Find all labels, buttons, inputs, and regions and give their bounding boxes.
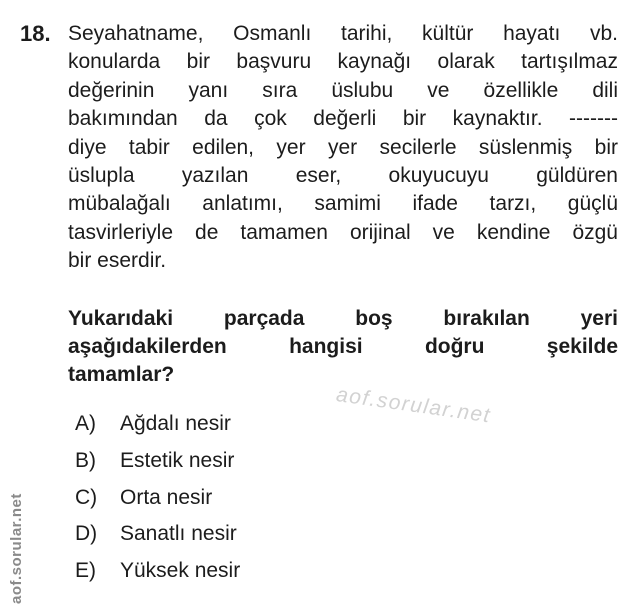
option-c-letter: C) (75, 485, 98, 509)
question-stem (68, 305, 618, 389)
option-b-text: Estetik nesir (120, 448, 235, 472)
passage-line: mübalağalı anlatımı, samimi ifade tarzı, güçlü (68, 192, 618, 216)
passage-line: bir eserdir. (68, 249, 167, 273)
passage-line: üslupla yazılan eser, okuyucuyu güldüren (68, 164, 618, 188)
passage-line: tasvirleriyle de tamamen orijinal ve kendine özgü (68, 220, 618, 244)
option-b-letter: B) (75, 448, 96, 472)
option-a-letter: A) (75, 412, 96, 435)
option-b[interactable] (75, 449, 240, 486)
passage-line-with-blank: bakımından da çok değerli bir kaynaktır. ------- (68, 107, 618, 131)
passage-line: değerinin yanı sıra üslubu ve özellikle dili (68, 78, 618, 102)
watermark-center: aof.sorular.net (334, 383, 493, 428)
option-c[interactable] (75, 486, 240, 523)
option-d-letter: D) (75, 522, 98, 546)
question-number: 18. (20, 21, 51, 46)
option-a[interactable] (75, 412, 240, 449)
question-passage (68, 20, 618, 276)
option-a-text: Ağdalı nesir (120, 412, 231, 435)
stem-line: aşağıdakilerden hangisi doğru şekilde (68, 335, 618, 358)
option-e-letter: E) (75, 559, 96, 582)
stem-line: tamamlar? (68, 363, 175, 386)
option-e-text: Yüksek nesir (120, 559, 241, 582)
option-d[interactable] (75, 522, 240, 559)
option-c-text: Orta nesir (120, 485, 213, 509)
answer-options (75, 412, 240, 596)
passage-line: diye tabir edilen, yer yer secilerle süslenmiş bir (68, 135, 618, 159)
passage-line: Seyahatname, Osmanlı tarihi, kültür hayatı vb. (68, 22, 618, 45)
option-d-text: Sanatlı nesir (120, 522, 237, 546)
option-e[interactable] (75, 559, 240, 596)
stem-line: Yukarıdaki parçada boş bırakılan yeri (68, 307, 618, 330)
watermark-left: aof.sorular.net (8, 493, 25, 604)
passage-line: konularda bir başvuru kaynağı olarak tartışılmaz (68, 50, 618, 74)
